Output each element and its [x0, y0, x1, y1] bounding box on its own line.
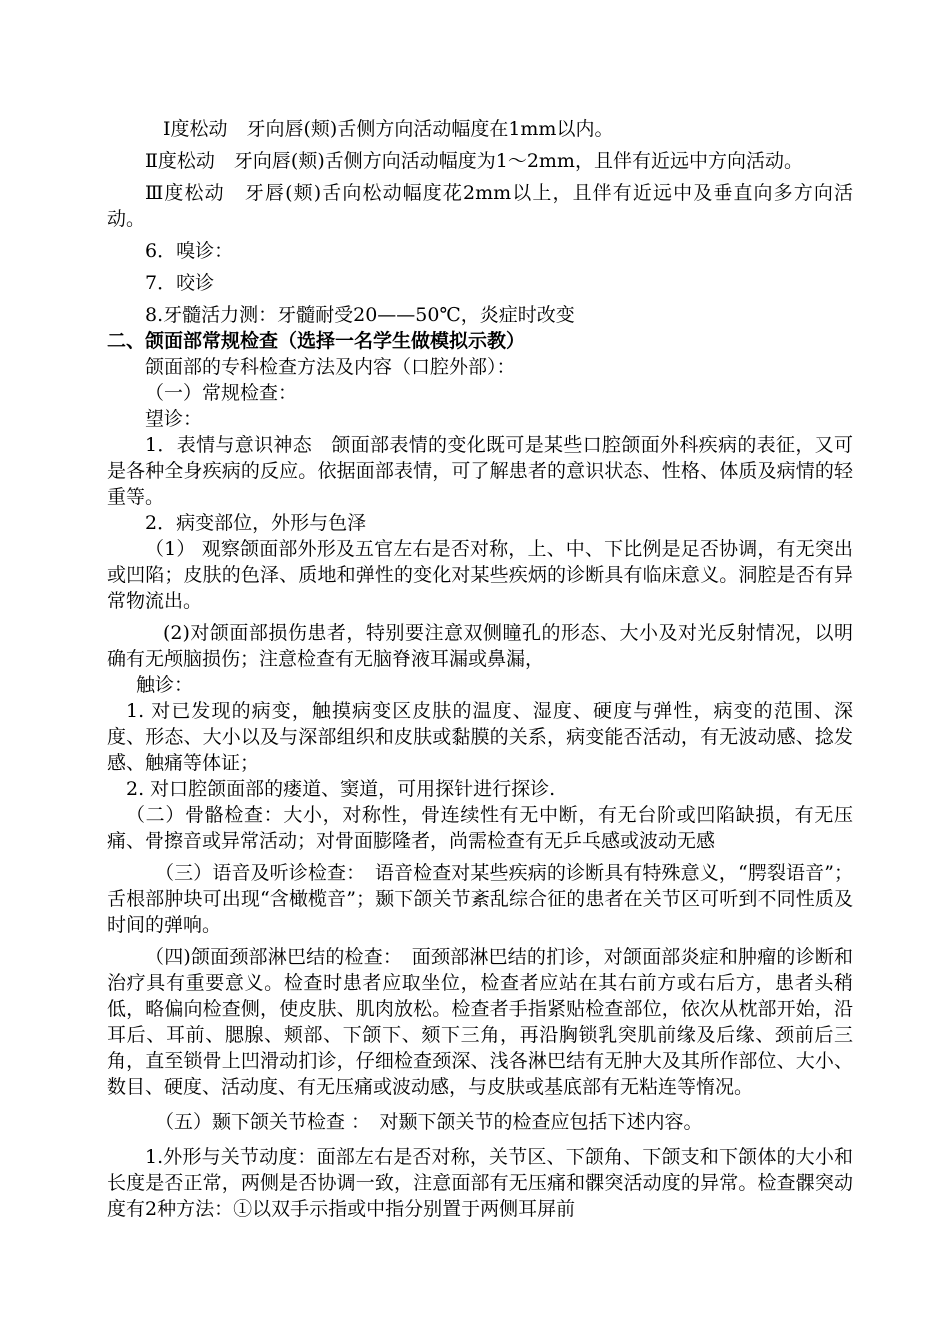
paragraph-palpation-2: 2. 对口腔颌面部的瘘道、窦道，可用探针进行探诊. [126, 778, 556, 800]
paragraph-expression: 1．表情与意识神态 颌面部表情的变化既可是某些口腔颌面外科疾病的表征，又可是各种全身疾病的反应。依据面部表情，可了解患者的意识状态、性格、体质及病情的轻重等。 [107, 434, 853, 508]
subheading-routine-exam: （一）常规检查： [145, 382, 298, 404]
paragraph-lymph-exam: （四)颌面颈部淋巴结的检查： 面颈部淋巴结的扪诊，对颌面部炎症和肿瘤的诊断和治疗具有重要意义。检查时患者应取坐位，检查者应站在其右前方或右后方，患者头稍低，略偏向检查侧，使皮肤、肌肉放松。检查者手指紧贴检查部位，依次从枕部开始，沿耳后、耳前、腮腺、颊部、下颌下、颏下三角，再沿胸锁乳突肌前缘及后缘、颈前后三角，直至锁骨上凹滑动扪诊，仔细检查颈深、浅各淋巴结有无肿大及其所作部位、大小、数目、硬度、活动度、有无压痛或波动感，与皮肤或基底部有无粘连等惰况。 [107, 946, 853, 1098]
paragraph-injury: (2)对颌面部损伤患者，特别要注意双侧瞳孔的形态、大小及对光反射情况，以明确有无颅脑损伤；注意检查有无脑脊液耳漏或鼻漏， [107, 622, 853, 670]
paragraph-mobility-2: Ⅱ度松动 牙向唇(颊)舌侧方向活动幅度为1～2mm，且伴有近远中方向活动。 [145, 150, 803, 172]
paragraph-observe-shape: （1） 观察颌面部外形及五官左右是否对称，上、中、下比例是足否协调，有无突出或凹陷；皮肤的色泽、质地和弹性的变化对某些疾炳的诊断具有临床意义。洞腔是否有异常物流出。 [107, 538, 853, 612]
subheading-palpation: 触诊： [136, 674, 194, 696]
paragraph-lesion-site: 2．病变部位，外形与色泽 [145, 512, 367, 534]
section-heading-2: 二、颌面部常规检查（选择一名学生做模拟示教） [107, 330, 526, 352]
paragraph-mobility-1: Ⅰ度松动 牙向唇(颊)舌侧方向活动幅度在1mm以内。 [163, 118, 614, 140]
paragraph-voice-exam: （三）语音及听诊检查： 语音检查对某些疾病的诊断具有特殊意义，“腭裂语音”；舌根部肿块可出现“含橄榄音”；颞下颌关节紊乱综合征的患者在关节区可听到不同性质及时间的弹响。 [107, 862, 853, 936]
paragraph-bite-test: 7．咬诊 [145, 272, 215, 294]
document-page [107, 116, 853, 1222]
paragraph-tmj-exam: （五）颞下颌关节检查 ： 对颞下颌关节的检查应包括下述内容。 [155, 1111, 703, 1133]
paragraph-pulp-vitality: 8.牙髓活力测：牙髓耐受20——50℃，炎症时改变 [145, 304, 575, 326]
paragraph-tmj-shape: 1.外形与关节动度：面部左右是否对称，关节区、下颌角、下颌支和下颌体的大小和长度是否正常，两侧是否协调一致，注意面部有无压痛和髁突活动度的异常。检查髁突动度有2种方法：①以双手示指或中指分别置于两侧耳屏前 [107, 1146, 853, 1220]
subheading-inspection: 望诊： [145, 408, 203, 430]
paragraph-palpation-1: 1. 对已发现的病变，触摸病变区皮肤的温度、湿度、硬度与弹性，病变的范围、深度、形态、大小以及与深部组织和皮肤或黏膜的关系，病变能否活动，有无波动感、捻发感、触痛等体证； [107, 700, 853, 774]
paragraph-mobility-3: Ⅲ度松动 牙唇(颊)舌向松动幅度花2mm以上，且伴有近远中及垂直向多方向活动。 [107, 182, 853, 230]
paragraph-bone-exam: （二）骨骼检查：大小，对称性，骨连续性有无中断，有无台阶或凹陷缺损，有无压痛、骨擦音或异常活动；对骨面膨隆者，尚需检查有无乒乓感或波动无感 [107, 804, 853, 852]
paragraph-exam-methods: 颌面部的专科检查方法及内容（口腔外部）： [145, 356, 516, 378]
paragraph-smell-test: 6．嗅诊： [145, 240, 234, 262]
